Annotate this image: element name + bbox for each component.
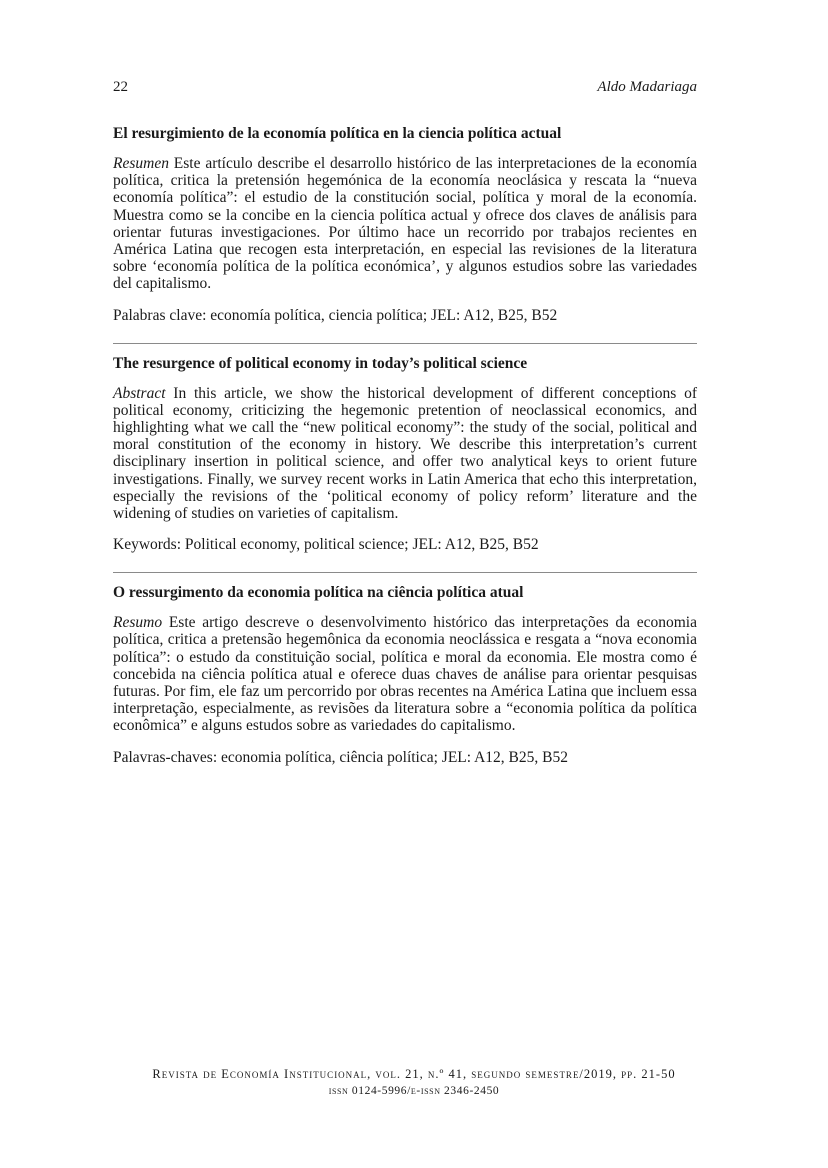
- abstract-spanish: [113, 155, 697, 293]
- keywords-english: Keywords: Political economy, political science; JEL: A12, B25, B52: [113, 536, 539, 554]
- section-divider: [113, 343, 697, 344]
- abstract-label-english: Abstract: [113, 384, 166, 402]
- abstract-text-spanish: Este artículo describe el desarrollo histórico de las interpretaciones de la economía política, critica la pretensión hegemónica de la economía neoclásica y rescata la “nueva economía política”: el estudio de la constitución social, política y moral de la economía. Muestra como se la concibe en la ciencia política actual y ofrece dos claves de análisis para orientar futuras investigaciones. Por último hace un recorrido por trabajos recientes en América Latina que recogen esta interpretación, en especial las revisiones de la literatura sobre ‘economía política de la política económica’, y algunos estudios sobre las variedades del capitalismo.: [113, 155, 697, 293]
- running-head-author: Aldo Madariaga: [597, 79, 697, 95]
- abstract-english: [113, 385, 697, 523]
- page-number: 22: [113, 79, 128, 95]
- section-divider: [113, 572, 697, 573]
- footer-journal-citation: Revista de Economía Institucional, vol. 21, n.º 41, segundo semestre/2019, pp. 21-50: [152, 1067, 676, 1081]
- keywords-spanish: Palabras clave: economía política, ciencia política; JEL: A12, B25, B52: [113, 306, 558, 324]
- abstract-label-spanish: Resumen: [113, 155, 169, 172]
- abstracts-block: [113, 124, 697, 768]
- abstract-section-english: [113, 354, 697, 556]
- abstract-text-english: In this article, we show the historical development of different conceptions of political economy, criticizing the hegemonic pretention of neoclassical economics, and highlighting what we call the “new political economy”: the study of the social, political and moral constitution of the economy in history. We describe this interpretation’s current disciplinary insertion in political science, and offer two analytical keys to orient future investigations. Finally, we survey recent works in Latin America that echo this interpretation, especially the revisions of the ‘political economy of policy reform’ literature and the widening of studies on varieties of capitalism.: [113, 384, 697, 523]
- section-title-spanish: El resurgimiento de la economía política en la ciencia política actual: [113, 125, 562, 142]
- section-title-portuguese: O ressurgimento da economia política na ciência política atual: [113, 584, 524, 602]
- footer-issn: issn 0124-5996/e-issn 2346-2450: [328, 1085, 500, 1097]
- abstract-section-portuguese: [113, 583, 697, 767]
- abstract-text-portuguese: Este artigo descreve o desenvolvimento histórico das interpretações da economia política, critica a pretensão hegemônica da economia neoclássica e resgata a “nova economia política”: o estudo da constituição social, política e moral da economia. Ele mostra como é concebida na ciência política atual e oferece duas chaves de análise para orientar pesquisas futuras. Por fim, ele faz um percorrido por obras recentes na América Latina que incluem essa interpretação, especialmente, as revisões da literatura sobre a “economia política da política econômica” e alguns estudos sobre as variedades do capitalismo.: [113, 614, 697, 735]
- abstract-portuguese: [113, 614, 697, 734]
- abstract-section-spanish: [113, 124, 697, 326]
- section-title-english: The resurgence of political economy in today’s political science: [113, 354, 528, 372]
- keywords-portuguese: Palavras-chaves: economia política, ciência política; JEL: A12, B25, B52: [113, 748, 568, 766]
- abstract-label-portuguese: Resumo: [113, 614, 163, 632]
